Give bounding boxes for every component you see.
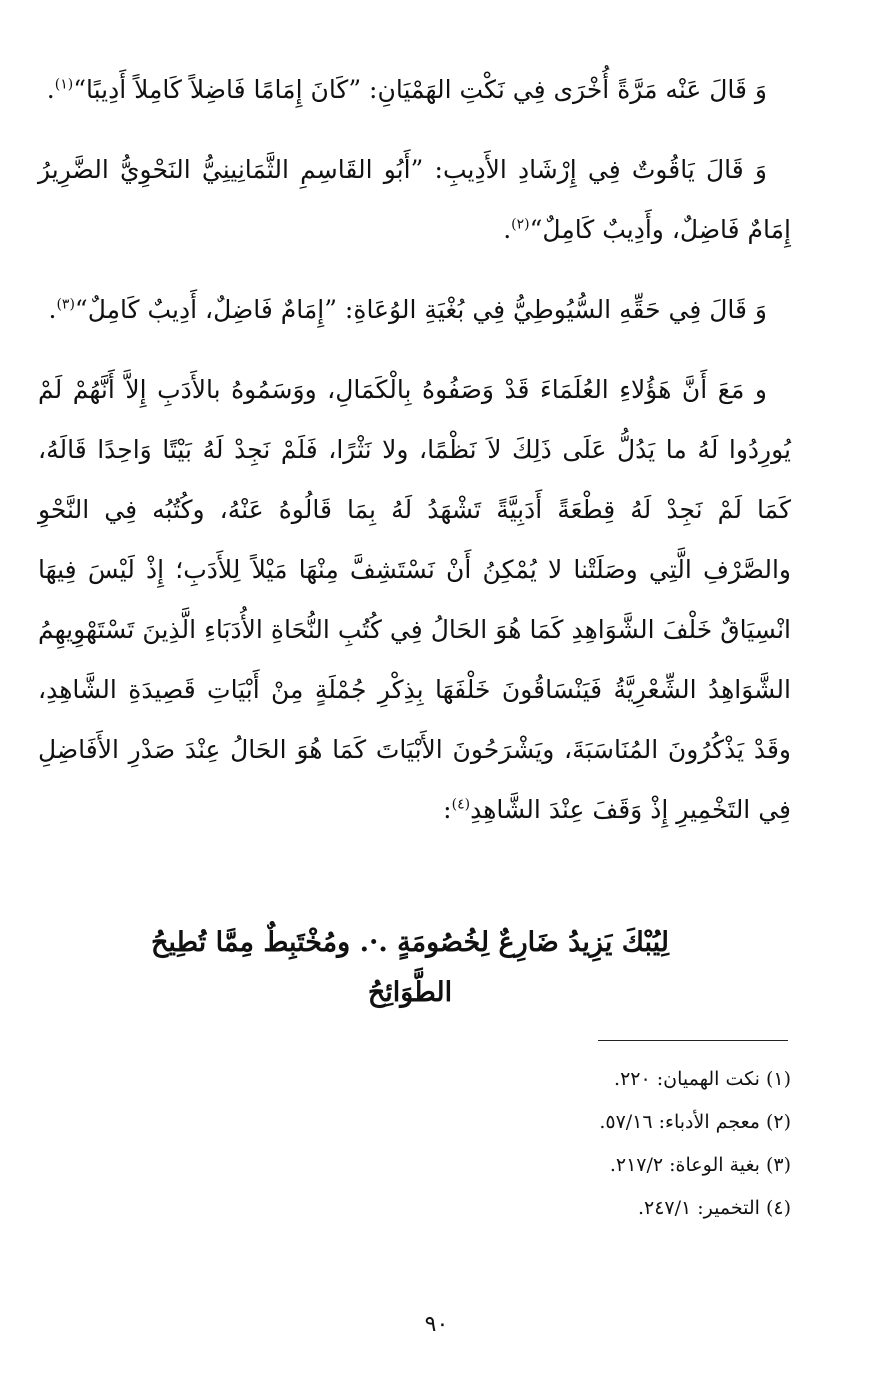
paragraph-suyuti-quote — [38, 280, 791, 340]
footnote-text: نكت الهميان: ٢٢٠. — [614, 1068, 760, 1090]
paragraph-text: وَ قَالَ يَاقُوتٌ فِي إِرْشَادِ الأَدِيبِ: ”أَبُو القَاسِمِ الثَّمَانِينِيُّ النَحْوِيُّ الضَّرِيرُ إِمَامٌ فَاضِلٌ، وأَدِيبٌ كَامِلٌ“ — [38, 155, 791, 244]
footnote-item — [391, 1187, 791, 1230]
footnote-text: التخمير: ٢٤٧/١. — [637, 1197, 760, 1219]
footnote-separator — [598, 1040, 788, 1041]
footnote-text: بغية الوعاة: ٢١٧/٢. — [609, 1154, 760, 1176]
footnote-item — [391, 1101, 791, 1144]
paragraph-end: : — [443, 795, 452, 824]
paragraph-hamyan-quote — [38, 60, 791, 120]
paragraph-end: . — [503, 215, 512, 244]
footnotes — [391, 1058, 791, 1230]
footnote-number: (٣) — [765, 1154, 791, 1176]
page-number: ٩٠ — [424, 1312, 449, 1337]
footnote-ref: (٣) — [56, 296, 75, 313]
footnote-item — [391, 1058, 791, 1101]
body-text — [38, 60, 791, 860]
footnote-ref: (٢) — [511, 216, 530, 233]
footnote-ref: (٤) — [451, 796, 471, 813]
footnote-number: (١) — [765, 1068, 791, 1090]
footnote-text: معجم الأدباء: ٥٧/١٦. — [599, 1111, 760, 1133]
footnote-number: (٤) — [765, 1197, 791, 1219]
footnote-number: (٢) — [765, 1111, 791, 1133]
poetry-verse: لِيُبْكَ يَزِيدُ ضَارِعٌ لِخُصُومَةٍ .·. ومُخْتَبِطٌ مِمَّا تُطِيحُ الطَّوَائِحُ — [150, 927, 670, 1008]
paragraph-text: وَ قَالَ فِي حَقِّهِ السُّيُوطِيُّ فِي بُغْيَةِ الوُعَاةِ: ”إِمَامٌ فَاضِلٌ، أَدِيبٌ كَامِلٌ“ — [74, 295, 767, 324]
paragraph-end: . — [48, 295, 57, 324]
paragraph-text: وَ قَالَ عَنْه مَرَّةً أُخْرَى فِي نَكْتِ الهَمْيَانِ: ”كَانَ إِمَامًا فَاضِلاً كَامِلاً أَدِيبًا“ — [73, 75, 767, 104]
paragraph-yaqut-quote — [38, 140, 791, 260]
footnote-item — [391, 1144, 791, 1187]
paragraph-discussion — [38, 360, 791, 840]
paragraph-text: و مَعَ أَنَّ هَؤُلاءِ العُلَمَاءَ قَدْ وَصَفُوهُ بِالْكَمَالِ، ووَسَمُوهُ بالأَدَبِ إِلاَّ أَنَّهُمْ لَمْ يُورِدُوا لَهُ ما يَدُلُّ عَلَى ذَلِكَ لاَ نَظْمًا، ولا نَثْرًا، فَلَمْ نَجِدْ لَهُ بَيْتًا وَاحِدًا قَالَهُ، كَمَا لَمْ نَجِدْ لَهُ قِطْعَةً أَدَبِيَّةً تَشْهَدُ لَهُ بِمَا قَالُوهُ عَنْهُ، وكُتُبُه فِي النَّحْوِ والصَّرْفِ الَّتِي وصَلَتْنا لا يُمْكِنُ أَنْ نَسْتَشِفَّ مِنْهَا مَيْلاً لِلأَدَبِ؛ إِذْ لَيْسَ فِيهَا انْسِيَاقٌ خَلْفَ الشَّوَاهِدِ كَمَا هُوَ الحَالُ فِي كُتُبِ النُّحَاةِ الأُدَبَاءِ الَّذِينَ تَسْتَهْوِيهِمُ الشَّوَاهِدُ الشِّعْرِيَّةُ فَيَنْسَاقُونَ خَلْفَهَا بِذِكْرِ جُمْلَةٍ مِنْ أَبْيَاتِ قَصِيدَةِ الشَّاهِدِ، وقَدْ يَذْكُرُونَ المُنَاسَبَةَ، ويَشْرَحُونَ الأَبْيَاتَ كَمَا هُوَ الحَالُ عِنْدَ صَدْرِ الأَفَاضِلِ فِي التَخْمِيرِ إِذْ وَقَفَ عِنْدَ الشَّاهِدِ — [38, 375, 791, 824]
paragraph-end: . — [46, 75, 55, 104]
footnote-ref: (١) — [54, 76, 74, 93]
